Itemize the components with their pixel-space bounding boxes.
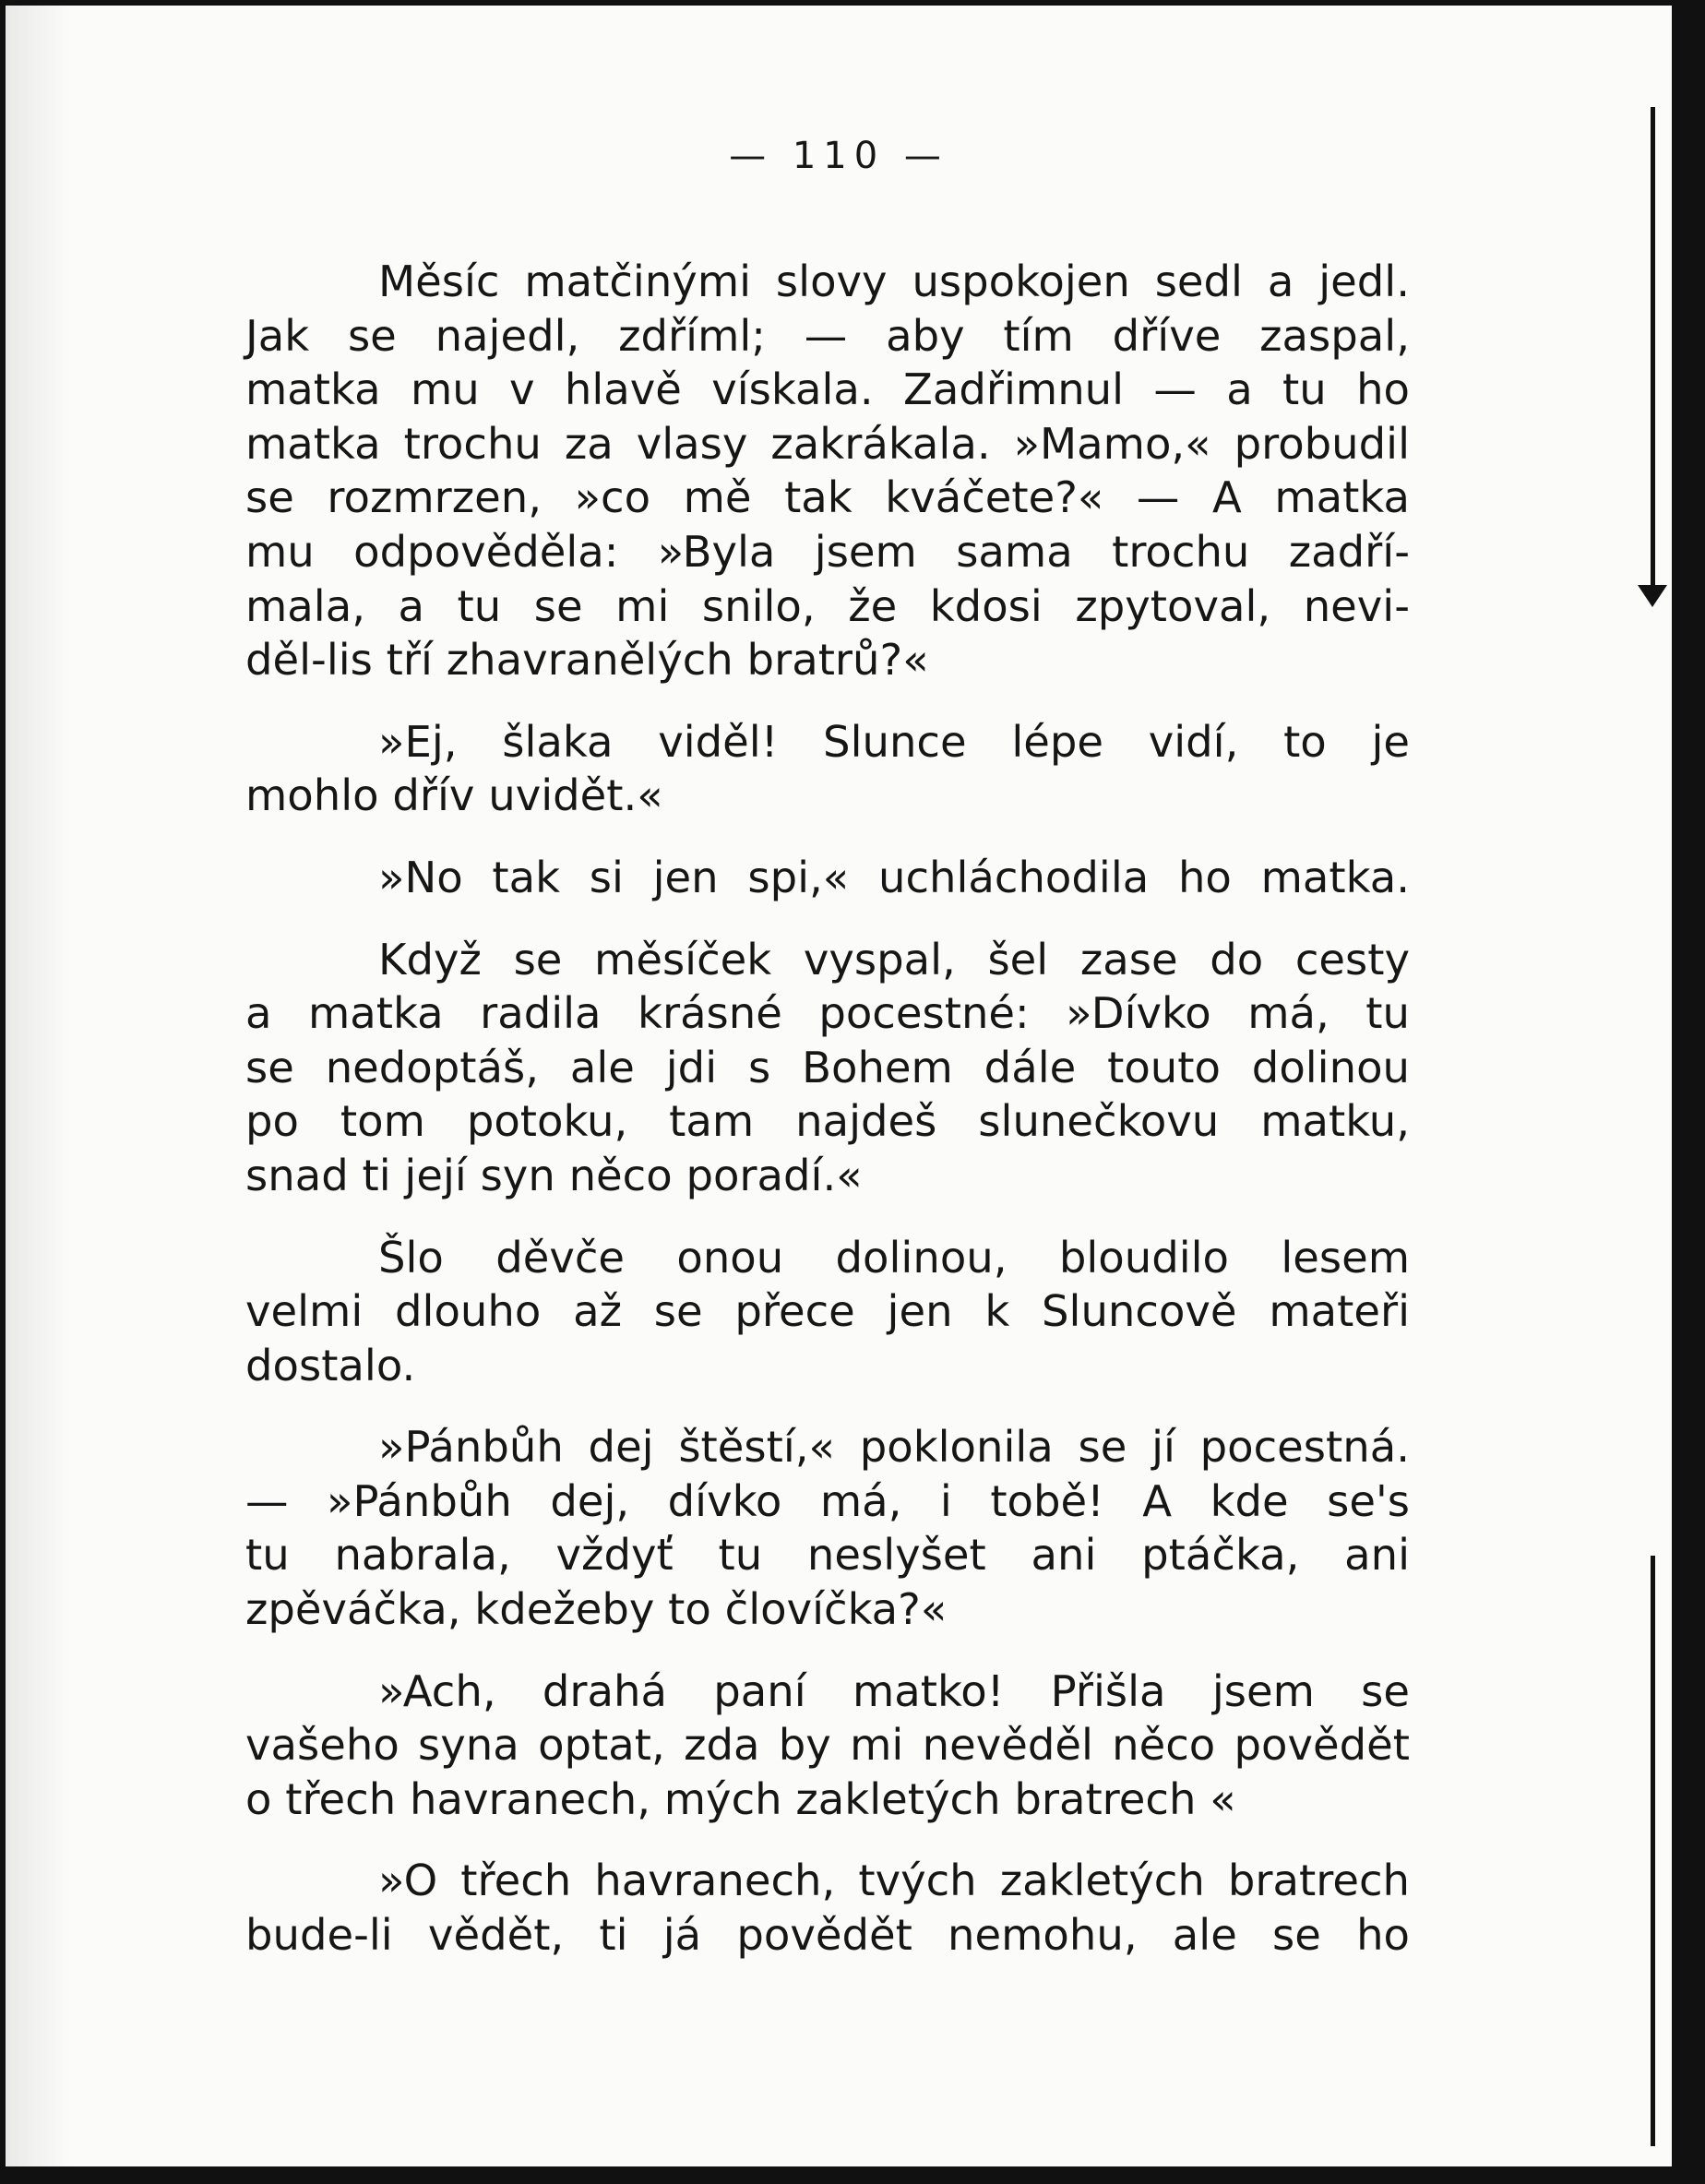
text-line: velmi dlouho až se přece jen k Sluncově mateři [245, 1286, 1410, 1337]
paragraph [245, 1420, 1410, 1636]
paragraph [245, 1854, 1410, 1962]
text-line: »Ej, šlaka viděl! Slunce lépe vidí, to je [378, 716, 1410, 767]
text-line: zpěváčka, kdežeby to človíčka?« [245, 1584, 948, 1635]
text-line: Šlo děvče onou dolinou, bloudilo lesem [378, 1232, 1410, 1283]
text-line: se nedoptáš, ale jdi s Bohem dále touto dolinou [245, 1042, 1410, 1092]
paragraph [245, 255, 1410, 687]
text-line: se rozmrzen, »co mě tak kváčete?« — A matka [245, 472, 1410, 523]
text-line: děl-lis tří zhavranělých bratrů?« [245, 635, 929, 686]
paragraph [245, 933, 1410, 1203]
text-line: po tom potoku, tam najdeš slunečkovu matku, [245, 1096, 1410, 1147]
page-number: — 110 — [729, 135, 948, 177]
body-text [245, 255, 1410, 1963]
text-line: — »Pánbůh dej, dívko má, i tobě! A kde se's [245, 1475, 1410, 1526]
paragraph [245, 851, 1410, 905]
text-line: mohlo dřív uvidět.« [245, 770, 663, 821]
text-line: vašeho syna optat, zda by mi nevěděl něco povědět [245, 1720, 1410, 1771]
text-line: »Pánbůh dej štěstí,« poklonila se jí pocestná. [378, 1422, 1410, 1473]
paragraph [245, 1665, 1410, 1827]
text-line: »No tak si jen spi,« uchláchodila ho matka. [378, 852, 1410, 902]
text-line: dostalo. [245, 1340, 416, 1390]
text-line: Jak se najedl, zdříml; — aby tím dříve zaspal, [245, 310, 1410, 361]
text-line: a matka radila krásné pocestné: »Dívko má, tu [245, 988, 1410, 1039]
margin-rule-bottom [1651, 1556, 1655, 2146]
text-line: o třech havranech, mých zakletých bratrech « [245, 1773, 1236, 1824]
book-page [6, 6, 1672, 2166]
text-line: mala, a tu se mi snilo, že kdosi zpytoval, nevi- [245, 580, 1410, 631]
text-line: mu odpověděla: »Byla jsem sama trochu zadří- [245, 526, 1410, 577]
text-line: matka mu v hlavě vískala. Zadřimnul — a tu ho [245, 364, 1410, 415]
text-line: »O třech havranech, tvých zakletých bratrech [378, 1856, 1410, 1906]
text-line: Měsíc matčinými slovy uspokojen sedl a jedl. [378, 257, 1410, 306]
text-line: »Ach, drahá paní matko! Přišla jsem se [378, 1665, 1410, 1716]
text-line: bude-li vědět, ti já povědět nemohu, ale se ho [245, 1910, 1410, 1961]
text-line: tu nabrala, vždyť tu neslyšet ani ptáčka, ani [245, 1530, 1410, 1581]
paragraph [245, 1231, 1410, 1393]
text-line: matka trochu za vlasy zakrákala. »Mamo,« probudil [245, 418, 1410, 469]
margin-rule-top [1651, 107, 1655, 587]
text-line: snad ti její syn něco poradí.« [245, 1150, 863, 1200]
paragraph [245, 715, 1410, 823]
text-line: Když se měsíček vyspal, šel zase do cesty [378, 934, 1410, 985]
